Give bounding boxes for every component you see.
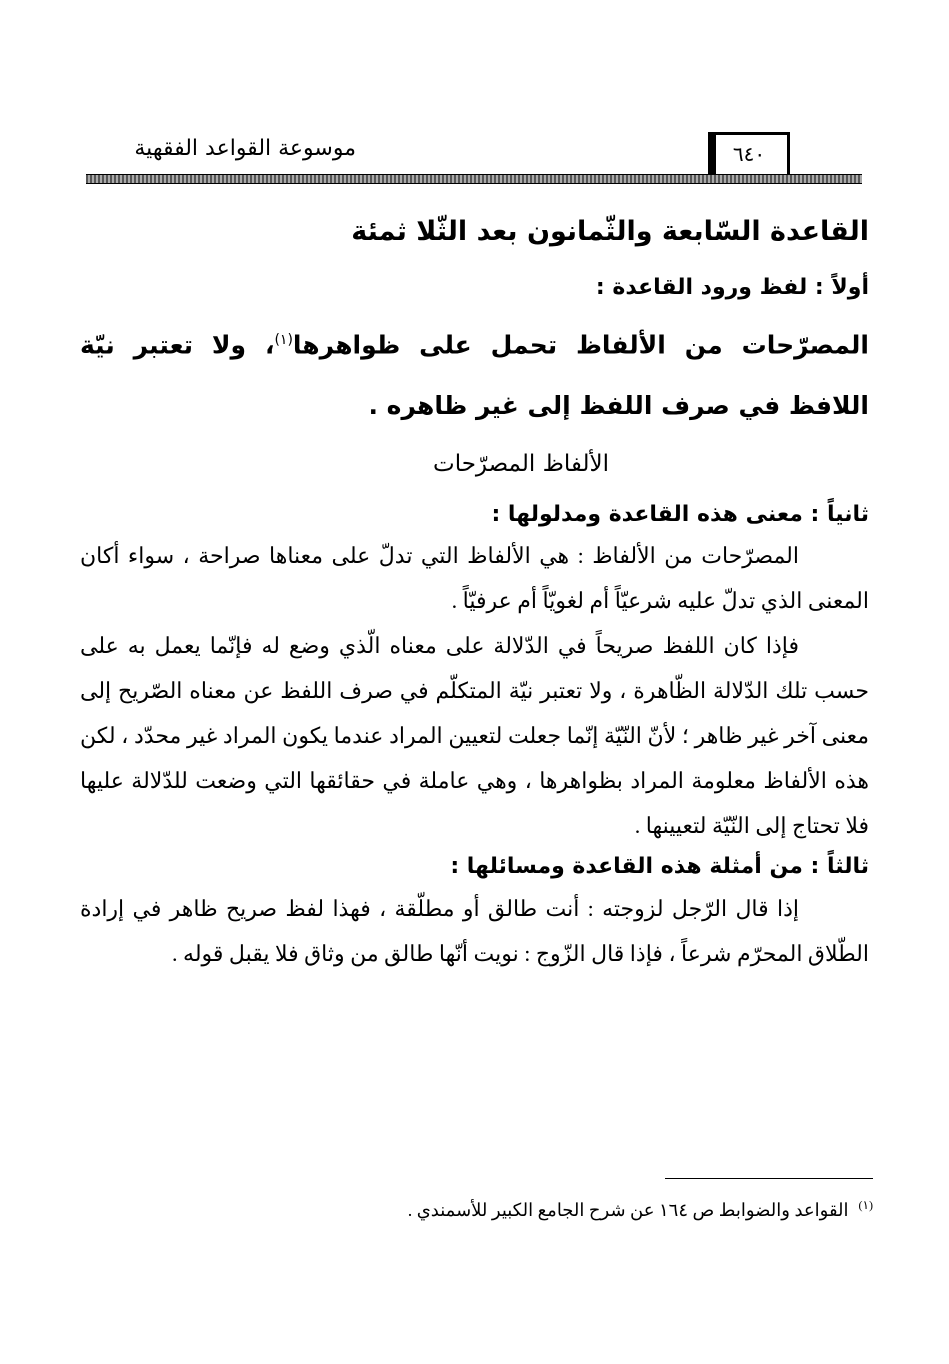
footnote-reference[interactable]: (١) bbox=[274, 332, 293, 349]
header-divider bbox=[86, 174, 862, 184]
rule-statement bbox=[80, 310, 869, 435]
section-heading-first: أولاً : لفظ ورود القاعدة : bbox=[595, 275, 869, 301]
page-number: ٦٤٠ bbox=[708, 132, 790, 174]
rule-statement-part1: المصرّحات من الألفاظ تحمل على ظواهرها bbox=[292, 330, 869, 360]
alternative-wording: الألفاظ المصرّحات bbox=[433, 450, 609, 477]
footnote-marker: (١) bbox=[858, 1198, 873, 1212]
paragraph: فإذا كان اللفظ صريحاً في الدّلالة على معناه الّذي وضع له فإنّما يعمل به على حسب تلك الدّلالة الظّاهرة ، ولا تعتبر نيّة المتكلّم في صرف اللفظ عن معناه الصّريح إلى معنى آخر غير ظاهر ؛ لأنّ النّيّة إنّما جعلت لتعيين المراد عندما يكون المراد غير محدّد ، لكن هذه الألفاظ معلومة المراد بظواهرها ، وهي عاملة في حقائقها التي وضعت للدّلالة عليها فلا تحتاج إلى النّيّة لتعيينها . bbox=[80, 633, 869, 839]
page-header bbox=[86, 128, 862, 182]
page-body bbox=[80, 214, 869, 976]
section-heading-third: ثالثاً : من أمثلة هذه القاعدة ومسائلها : bbox=[450, 854, 869, 880]
rule-title: القاعدة السّابعة والثّمانون بعد الثّلا ثمئة bbox=[351, 216, 869, 247]
paragraph: المصرّحات من الألفاظ : هي الألفاظ التي تدلّ على معناها صراحة ، سواء أكان المعنى الذي تدلّ عليه شرعيّاً أم لغويّاً أم عرفيّاً . bbox=[80, 543, 869, 614]
book-title: موسوعة القواعد الفقهية bbox=[134, 136, 356, 161]
section-heading-second: ثانياً : معنى هذه القاعدة ومدلولها : bbox=[491, 501, 869, 527]
rule-statement-part2: ، ولا تعتبر نيّة اللافظ في صرف اللفظ إلى غير ظاهره . bbox=[80, 330, 869, 420]
footnote bbox=[408, 1198, 873, 1221]
footnote-divider bbox=[665, 1178, 873, 1179]
footnote-text: القواعد والضوابط ص ١٦٤ عن شرح الجامع الكبير للأسمندي . bbox=[407, 1200, 849, 1220]
paragraph: إذا قال الرّجل لزوجته : أنت طالق أو مطلّقة ، فهذا لفظ صريح ظاهر في إرادة الطّلاق المحرّم شرعاً ، فإذا قال الزّوج : نويت أنّها طالق من وثاق فلا يقبل قوله . bbox=[80, 895, 869, 966]
